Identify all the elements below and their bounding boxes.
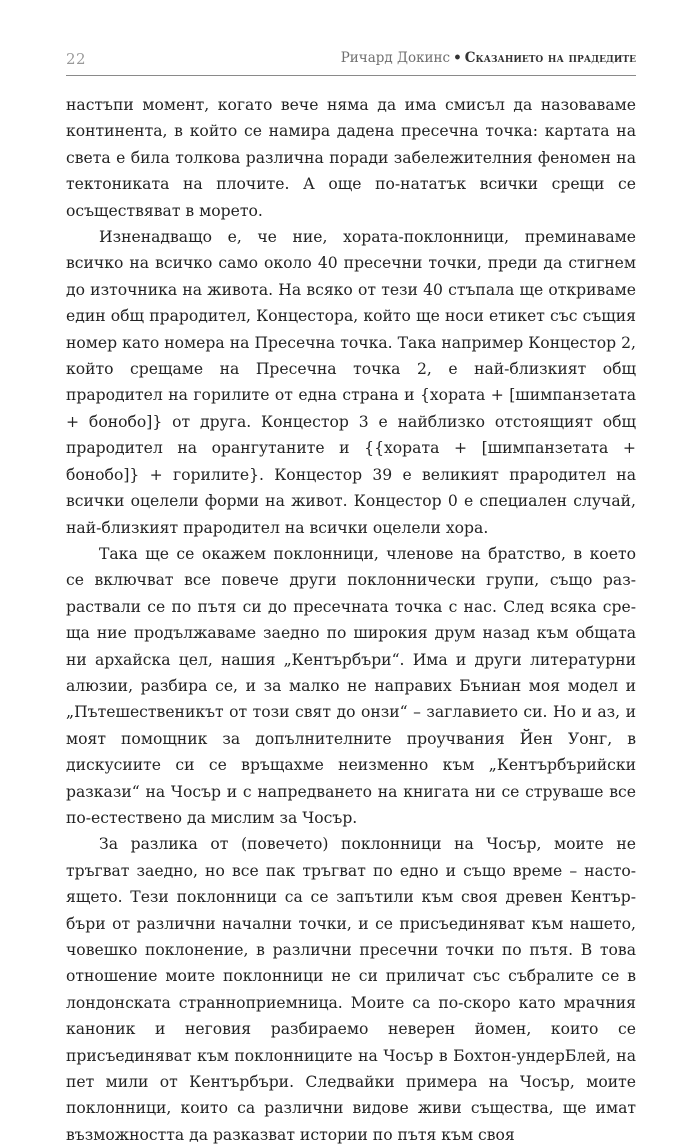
header-separator: • [453,50,462,66]
running-header [66,44,636,72]
page-number: 22 [66,50,87,68]
paragraph-1: настъпи момент, когато вече няма да има смисъл да назоваваме континента, в който се намира дадена пресечна точка: картата на света е била толкова различна поради забележителния феномен на тектониката на плочите. А още по-нататък всички срещи се осъществяват в морето. [66,96,636,220]
paragraph-3: Така ще се окажем поклонници, членове на братство, в което се включват все повече други поклоннически групи, също разраствали се по пътя си до пресечната точка с нас. След всяка среща ние продължаваме заедно по широкия друм назад към общата ни архайска цел, нашия „Кентърбъри“. Има и други литературни алюзии, разбира се, и за малко не направих Бъниан моя модел и „Пътешественикът от този свят до онзи“ – заглавието си. Но и аз, и моят помощник за допълнителните проучвания Йен Уонг, в дискусиите си се връщахме неизменно към „Кентърбърийски разкази“ на Чосър и с напредването на книгата ни се струваше все по-естествено да мислим за Чосър. [66,544,636,827]
header-divider [66,75,636,76]
paragraph-2: Изненадващо е, че ние, хората-поклонници, преминаваме всичко на всичко само около 40 пресечни точки, преди да стигнем до източника на живота. На всяко от тези 40 стъпала ще откриваме един общ прародител, Концестора, който ще носи етикет със същия номер като номера на Пресечна точка. Така например Концестор 2, който срещаме на Пресечна точка 2, е най-близкият общ прародител на горилите от една страна и {хората + [шимпанзетата + бонобо]} от друга. Концестор 3 е найблизко отстоящият общ прародител на орангутаните и {{хората + [шимпанзетата + бонобо]} + горилите}. Концестор 39 е великият прародител на всички оцелели форми на живот. Концестор 0 е специален случай, най-близкият прародител на всички оцелели хора. [66,228,636,537]
author-name: Ричард Докинс [340,50,451,66]
paragraph-4: За разлика от (повечето) поклонници на Чосър, моите не тръгват заедно, но все пак тръгват по едно и също време – настоящето. Тези поклонници са се запътили към своя древен Кентърбъри от различни начални точки, и се присъединяват към нашето, човешко поклонение, в различни пресечни точки по пътя. В това отношение моите поклонници не си приличат със събралите се в лондонската странноприемница. Моите са по-скоро като мрачния каноник и неговия разбираемо неверен йомен, които се присъединяват към поклонниците на Чосър в Бохтон-ундерБлей, на пет мили от Кентърбъри. Следвайки примера на Чосър, моите поклонници, които са различни видове живи същества, ще имат възможността да разказват истории по пътя към своя [66,835,636,1144]
body-text [66,92,636,1148]
header-title [341,50,636,66]
book-title: Сказанието на прадедите [464,50,636,66]
